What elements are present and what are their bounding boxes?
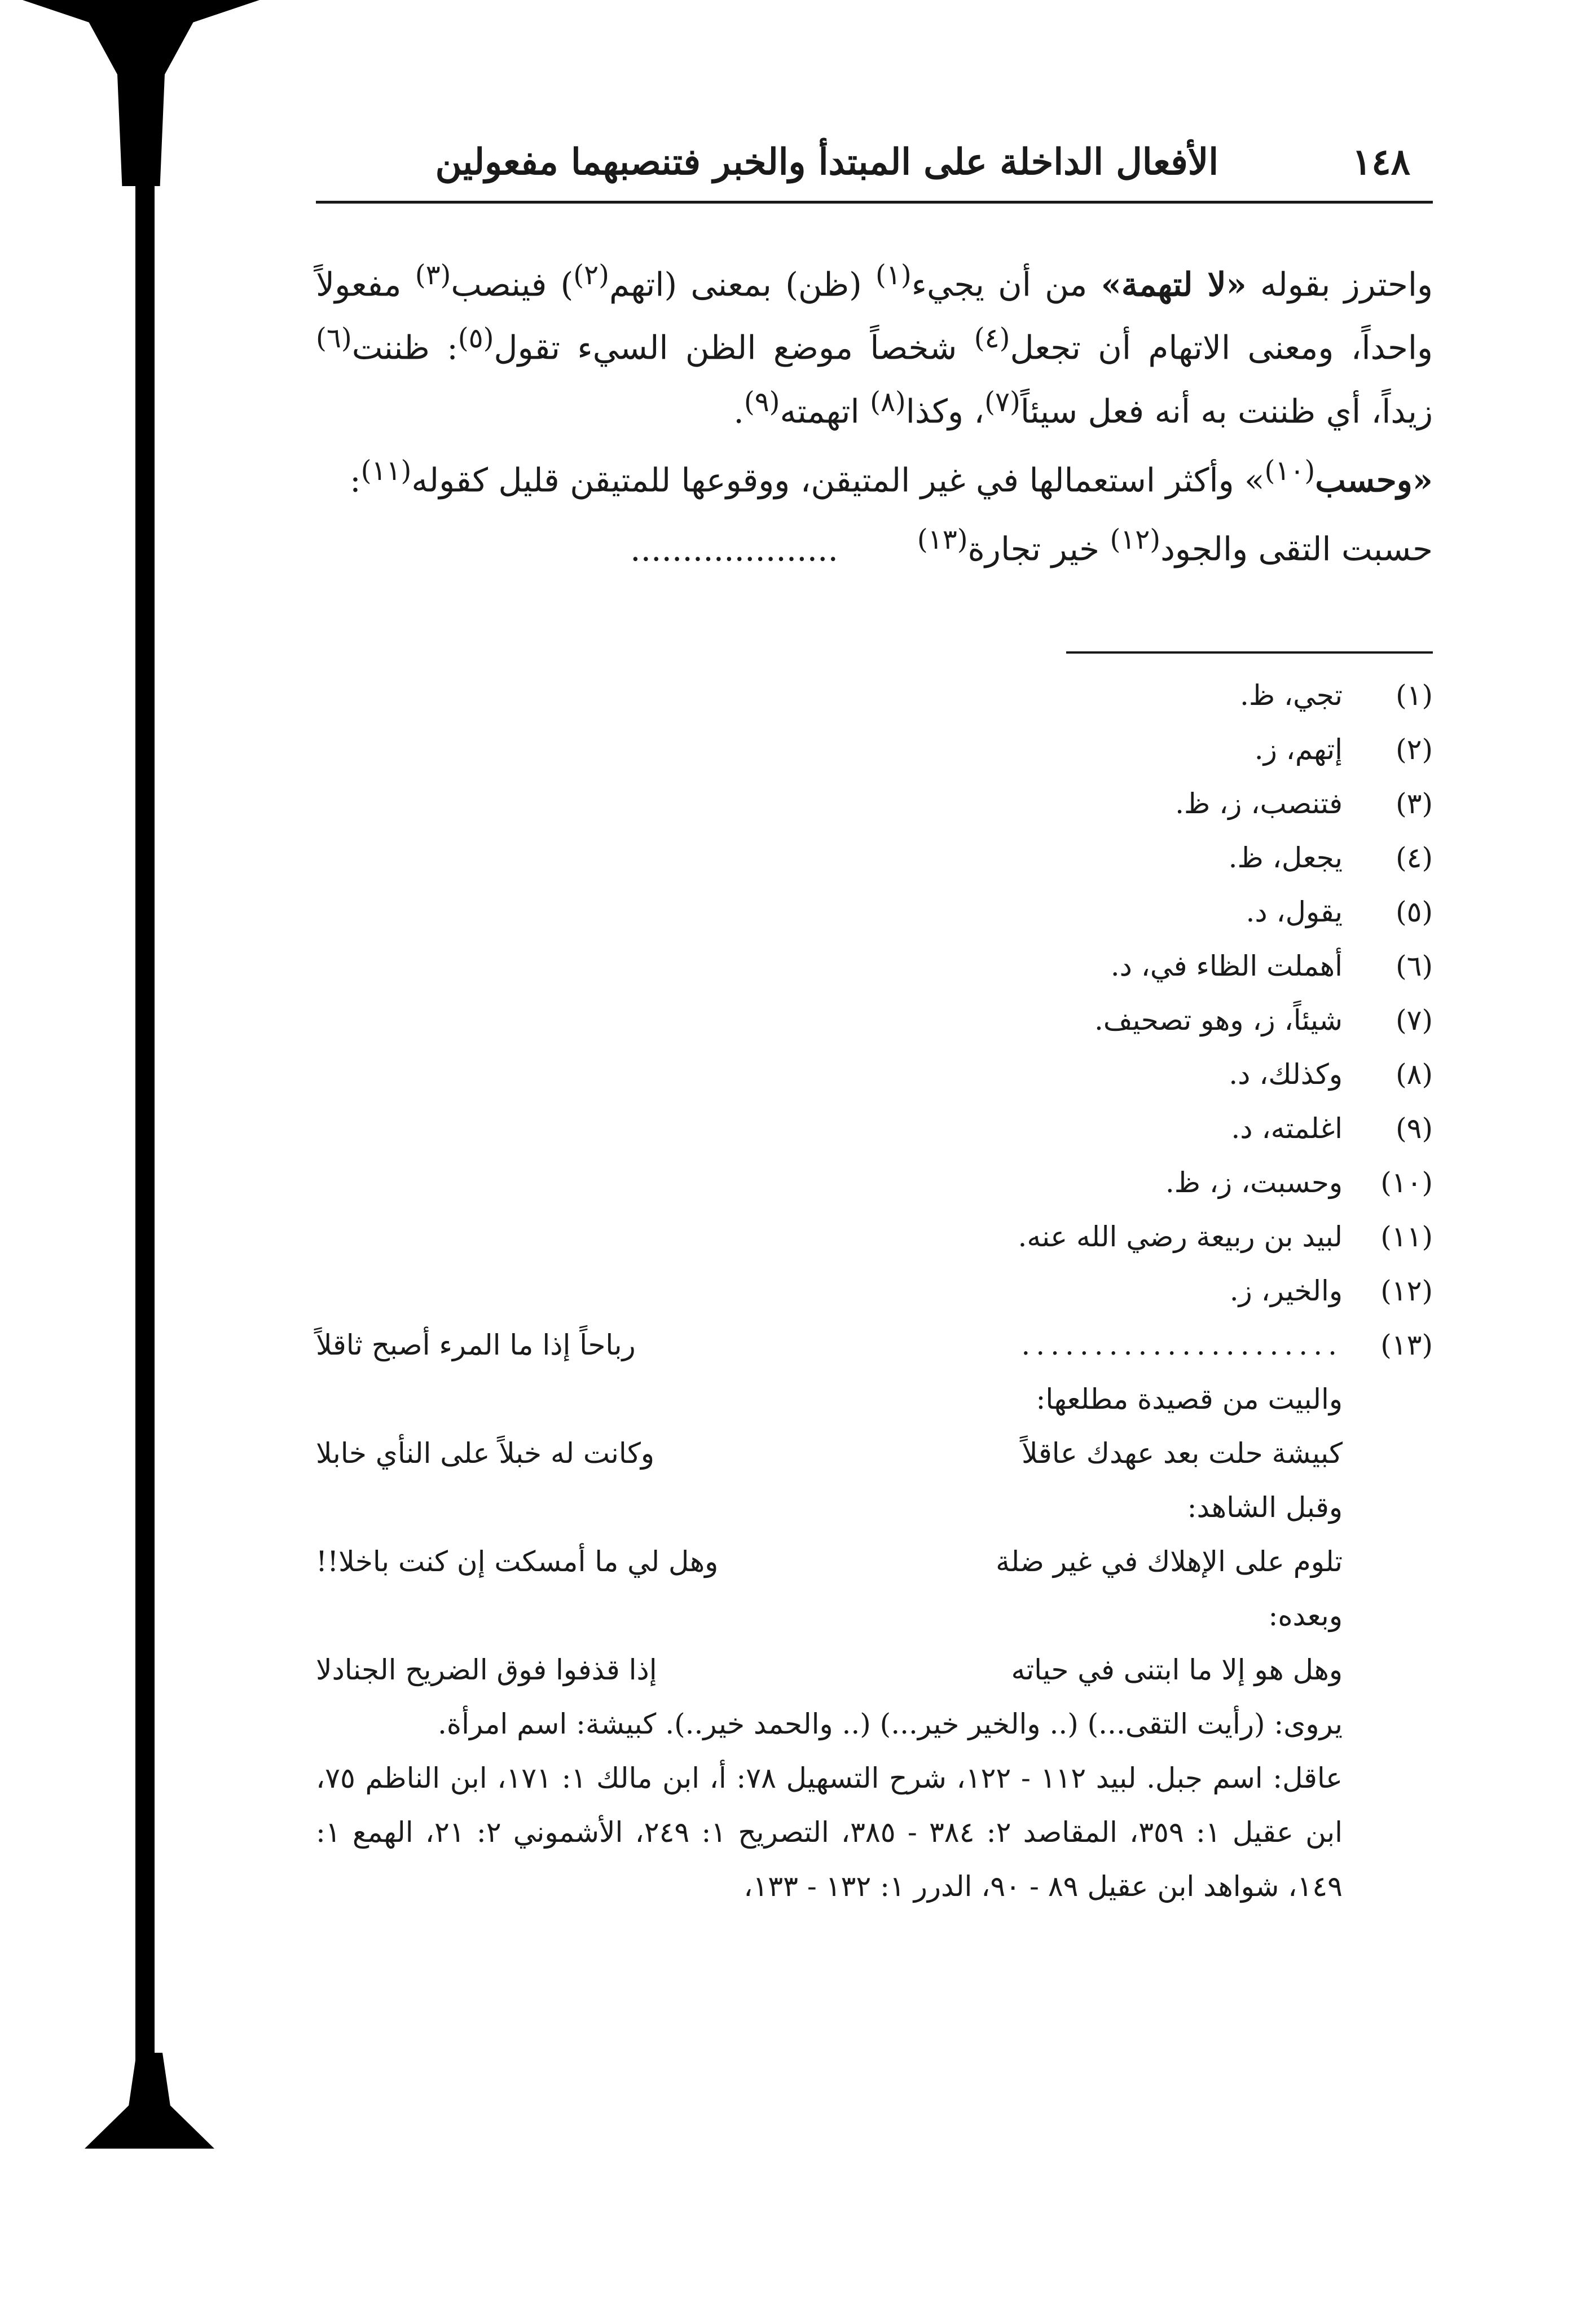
footnote <box>316 722 1433 777</box>
footnote-line: وبعده: <box>1268 1599 1343 1632</box>
paragraph-1: واحترز بقوله «لا لتهمة» من أن يجيء$^{(١)}$ (ظن) بمعنى (اتهم$^{(٢)}$) فينصب$^{(٣)}$ مفعولاً واحداً، ومعنى الاتهام أن تجعل$^{(٤)}$ شخصاً موضع الظن السيء تقول$^{(٥)}$: ظننت$^{(٦)}$ زيداً، أي ظننت به أنه فعل سيئاً$^{(٧)}$، وكذا$^{(٨)}$ اتهمته$^{(٩)}$. <box>316 259 1433 430</box>
footnote-13 <box>316 1318 1433 1913</box>
header-rule <box>316 201 1433 204</box>
footnote-ref: (٥) <box>457 323 494 355</box>
footnote-text: أهملت الظاء في، د. <box>1110 950 1343 982</box>
footnote-number: (٤) <box>1396 841 1433 874</box>
footnote-text: إتهم، ز. <box>1254 733 1343 766</box>
footnote-ref: (٤) <box>974 323 1010 355</box>
binding-shadow-bottom <box>85 2053 214 2149</box>
footnote-ref: (٩) <box>743 386 780 418</box>
footnote <box>316 1210 1433 1264</box>
footnote-text: اغلمته، د. <box>1231 1112 1343 1145</box>
footnote <box>316 668 1433 722</box>
verse-hemistich: وكانت له خبلاً على النأي خابلا <box>316 1437 655 1470</box>
footnote-text: وكذلك، د. <box>1229 1058 1343 1091</box>
verse-hemistich: تلوم على الإهلاك في غير ضلة <box>996 1545 1343 1578</box>
footnote-number: (٧) <box>1396 1004 1433 1037</box>
footnote-paragraph: عاقل: اسم جبل. لبيد ١١٢ - ١٢٢، شرح التسهيل ٧٨: أ، ابن مالك ١: ١٧١، ابن الناظم ٧٥، ابن عقيل ١: ٣٥٩، المقاصد ٢: ٣٨٤ - ٣٨٥، التصريح ١: ٢٤٩، الأشموني ٢: ٢١، الهمع ١: ١٤٩، شواهد ابن عقيل ٨٩ - ٩٠، الدرر ١: ١٣٢ - ١٣٣، <box>316 1762 1343 1903</box>
footnote-number: (٩) <box>1396 1112 1433 1145</box>
quoted-term: «لا لتهمة» <box>1101 265 1247 304</box>
book-page <box>316 96 1433 2070</box>
footnote-ref: (١٢) <box>1110 524 1161 556</box>
main-text <box>316 248 1433 582</box>
footnote-ref: (٣) <box>415 259 451 291</box>
footnote-text: لبيد بن ربيعة رضي الله عنه. <box>1018 1220 1343 1253</box>
paragraph-2: «وحسب$^{(١٠)}$» وأكثر استعمالها في غير المتيقن، ووقوعها للمتيقن قليل كقوله$^{(١١)}$: <box>350 455 1433 500</box>
verse-hemistich: كبيشة حلت بعد عهدك عاقلاً <box>1022 1437 1343 1470</box>
footnote-ref: (٢) <box>573 259 609 291</box>
footnote <box>316 1264 1433 1318</box>
footnote-number: (٥) <box>1396 896 1433 928</box>
footnote-ref: (١) <box>876 259 912 291</box>
footnote-line: والبيت من قصيدة مطلعها: <box>1036 1383 1343 1415</box>
footnote <box>316 831 1433 885</box>
footnote-number: (١٢) <box>1380 1275 1433 1307</box>
footnote <box>316 885 1433 939</box>
running-title: الأفعال الداخلة على المبتدأ والخبر فتنصبهما مفعولين <box>435 141 1218 183</box>
footnote <box>316 777 1433 831</box>
page-header <box>316 118 1433 186</box>
footnote-paragraph: يروى: (رأيت التقى...) (.. والخير خير...) (.. والحمد خير..). كبيشة: اسم امرأة. <box>438 1708 1343 1740</box>
footnote-line: وقبل الشاهد: <box>1187 1491 1343 1524</box>
footnote-text: يقول، د. <box>1246 896 1343 928</box>
quoted-term: «وحسب <box>1315 461 1433 500</box>
verse-couplet <box>316 1534 1433 1589</box>
verse-ellipsis: ...................... <box>1021 1329 1343 1361</box>
footnote-ref: (١١) <box>360 455 412 487</box>
footnote-text: والخير، ز. <box>1229 1275 1343 1307</box>
footnote-ref: (٨) <box>870 386 906 418</box>
footnote-number: (٢) <box>1396 733 1433 766</box>
verse-hemistich: وهل لي ما أمسكت إن كنت باخلا!! <box>316 1545 719 1578</box>
footnote <box>316 939 1433 993</box>
footnote-number: (٣) <box>1396 787 1433 820</box>
verse-ellipsis: .................... <box>630 530 838 568</box>
footnote-number: (١٠) <box>1380 1166 1433 1199</box>
footnote-number: (١١) <box>1380 1220 1433 1253</box>
footnote-ref: (٦) <box>316 323 352 355</box>
verse-hemistich: إذا قذفوا فوق الضريح الجنادلا <box>316 1653 657 1686</box>
verse-hemistich: وهل هو إلا ما ابتنى في حياته <box>1011 1653 1343 1686</box>
footnote-ref: (٧) <box>984 386 1020 418</box>
footnote-rule <box>1066 651 1433 654</box>
footnote <box>316 1156 1433 1210</box>
footnote-number: (٨) <box>1396 1058 1433 1091</box>
footnote-number: (٦) <box>1396 950 1433 982</box>
verse-hemistich: رباحاً إذا ما المرء أصبح ثاقلاً <box>316 1329 636 1361</box>
footnote-13-first-line <box>316 1318 1433 1372</box>
footnote <box>316 1047 1433 1101</box>
footnote-text: وحسبت، ز، ظ. <box>1165 1166 1343 1199</box>
verse-couplet <box>316 1643 1433 1697</box>
footnote <box>316 993 1433 1047</box>
footnote-number: (١٣) <box>1380 1329 1433 1361</box>
footnote-ref: (١٣) <box>917 524 968 556</box>
footnote-ref: (١٠) <box>1264 455 1316 487</box>
page-number: ١٤٨ <box>1352 141 1410 183</box>
footnote-text: تجي، ظ. <box>1239 679 1343 712</box>
verse-line: حسبت التقى والجود$^{(١٢)}$ خير تجارة$^{(١٣)}$.................... <box>630 524 1433 568</box>
footnote <box>316 1101 1433 1156</box>
footnote-number: (١) <box>1396 679 1433 712</box>
binding-shadow <box>135 85 155 2143</box>
footnotes <box>316 668 1433 1913</box>
verse-couplet <box>316 1426 1433 1480</box>
footnote-text: فتنصب، ز، ظ. <box>1175 787 1343 820</box>
footnote-text: شيئاً، ز، وهو تصحيف. <box>1094 1004 1343 1037</box>
footnote-text: يجعل، ظ. <box>1228 841 1343 874</box>
